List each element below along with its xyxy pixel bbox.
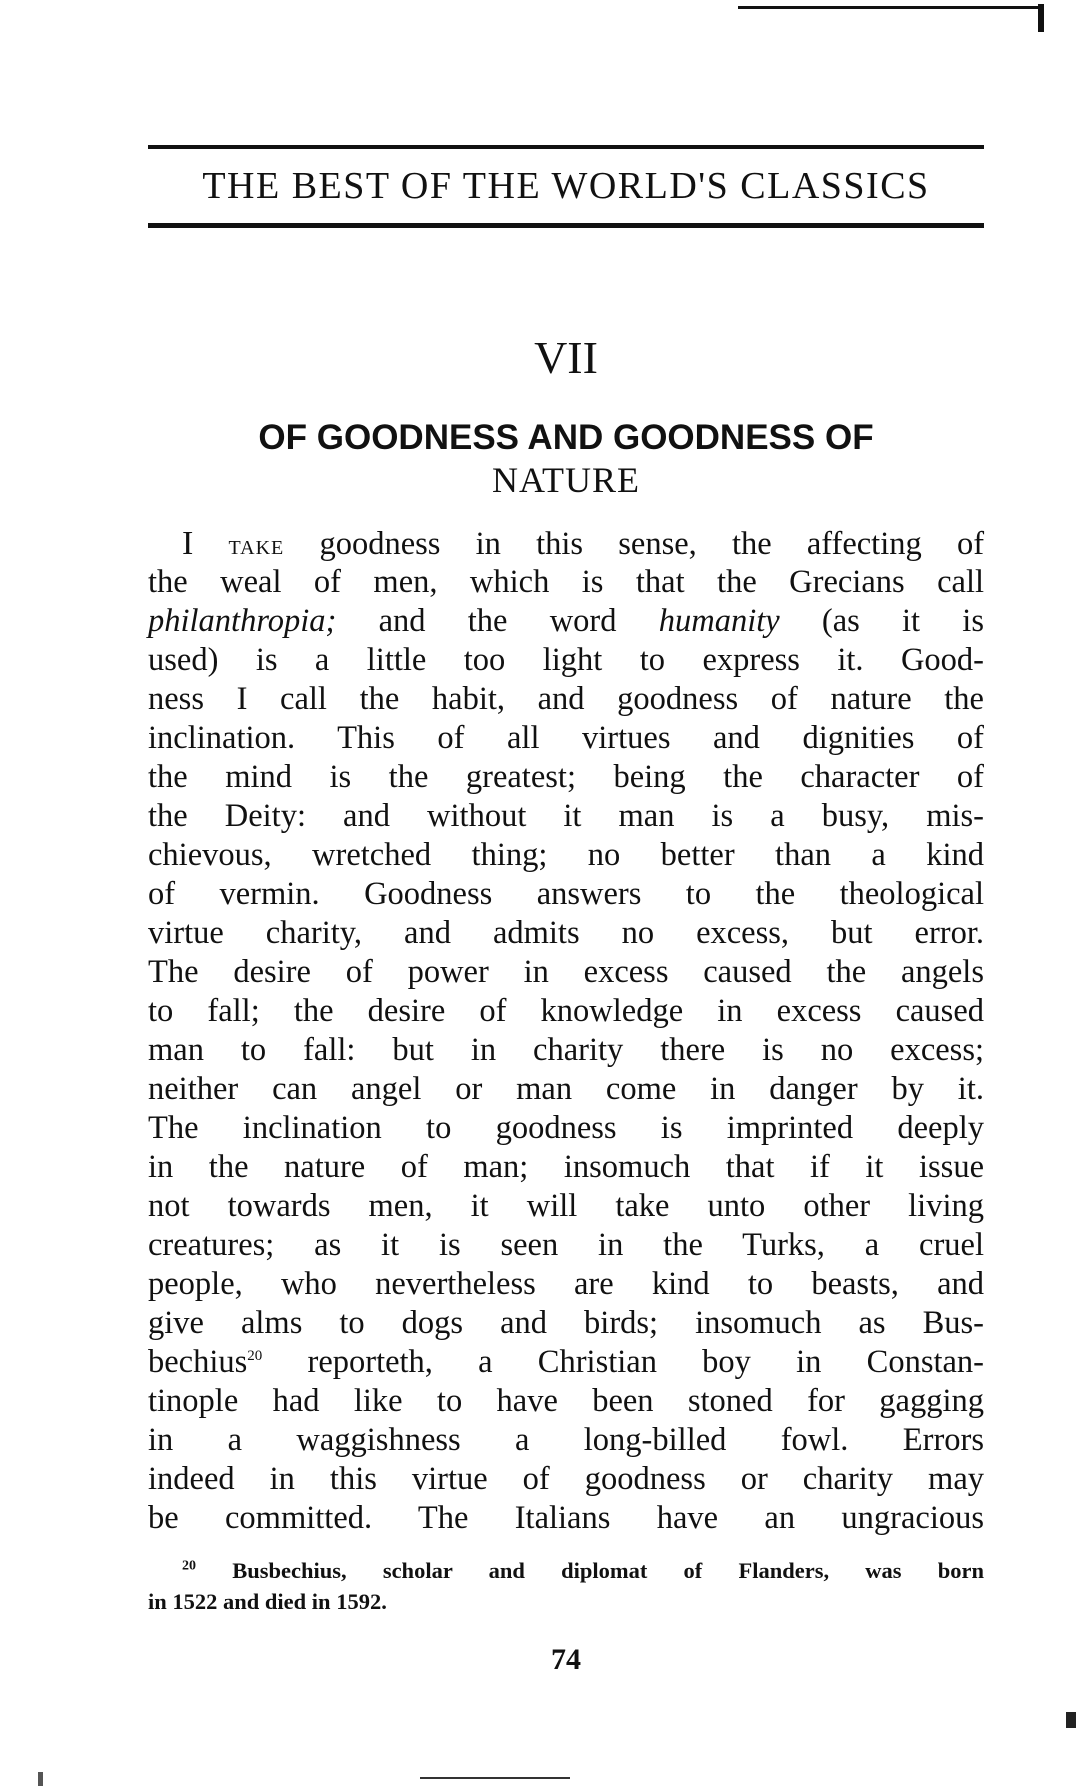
footnote-line: in 1522 and died in 1592. — [148, 1589, 387, 1614]
italic-term-philanthropia: philanthropia; — [148, 603, 337, 639]
footnote-mark: 20 — [182, 1558, 196, 1574]
text-line-content: (as it is — [779, 603, 984, 639]
edge-mark-right — [1066, 1712, 1076, 1728]
body-paragraph — [148, 524, 984, 1538]
text-line: in a waggishness a long-billed fowl. Errors — [148, 1422, 984, 1458]
chapter-title — [148, 416, 984, 502]
text-line: be committed. The Italians have an ungracious — [148, 1500, 984, 1536]
text-line: tinople had like to have been stoned for gagging — [148, 1383, 984, 1419]
text-line: give alms to dogs and birds; insomuch as Bus- — [148, 1305, 984, 1341]
text-line — [148, 524, 984, 563]
text-line: The desire of power in excess caused the angels — [148, 954, 984, 990]
text-line: people, who nevertheless are kind to beasts, and — [148, 1266, 984, 1302]
opening-word: I — [182, 525, 194, 562]
text-line: indeed in this virtue of goodness or charity may — [148, 1461, 984, 1497]
text-line: The inclination to goodness is imprinted deeply — [148, 1110, 984, 1146]
text-line: not towards men, it will take unto other living — [148, 1188, 984, 1224]
footnote — [148, 1555, 984, 1617]
text-line: the weal of men, which is that the Grecians call — [148, 564, 984, 600]
text-line: of vermin. Goodness answers to the theological — [148, 876, 984, 912]
footnote-text: Busbechius, scholar and diplomat of Flanders, was born — [232, 1558, 984, 1583]
header-rule-bottom — [148, 223, 984, 228]
corner-rule — [738, 6, 1038, 9]
text-line: the Deity: and without it man is a busy, mis- — [148, 798, 984, 834]
text-line: used) is a little too light to express it. Good- — [148, 642, 984, 678]
bottom-rule — [420, 1777, 570, 1779]
running-head: THE BEST OF THE WORLD'S CLASSICS — [202, 165, 930, 207]
text-line: to fall; the desire of knowledge in excess caused — [148, 993, 984, 1029]
text-line — [148, 602, 984, 641]
text-line: neither can angel or man come in danger by it. — [148, 1071, 984, 1107]
text-line: creatures; as it is seen in the Turks, a cruel — [148, 1227, 984, 1263]
text-line-content: goodness in this sense, the affecting of — [319, 526, 985, 562]
text-line-content: and the word — [336, 603, 659, 639]
footnote-reference[interactable]: 20 — [247, 1348, 263, 1365]
text-line: ness I call the habit, and goodness of nature the — [148, 681, 984, 717]
edge-mark-left — [38, 1772, 43, 1786]
text-line-content: bechius — [148, 1344, 248, 1380]
text-line: in the nature of man; insomuch that if it issue — [148, 1149, 984, 1185]
header-rule-top — [148, 145, 984, 149]
chapter-title-line-1: OF GOODNESS AND GOODNESS OF — [258, 418, 874, 457]
text-line: virtue charity, and admits no excess, but error. — [148, 915, 984, 951]
text-line — [148, 1343, 984, 1382]
footnote-line — [148, 1555, 984, 1586]
opening-small-caps: TAKE — [228, 537, 285, 559]
italic-term-humanity: humanity — [658, 603, 780, 639]
chapter-number: VII — [534, 332, 598, 383]
text-line: inclination. This of all virtues and dignities of — [148, 720, 984, 756]
chapter-title-line-2: NATURE — [492, 460, 640, 500]
text-line-content: reporteth, a Christian boy in Constan- — [262, 1344, 984, 1380]
text-line: the mind is the greatest; being the character of — [148, 759, 984, 795]
text-line: man to fall: but in charity there is no excess; — [148, 1032, 984, 1068]
page-number: 74 — [551, 1643, 581, 1676]
text-line: chievous, wretched thing; no better than a kind — [148, 837, 984, 873]
corner-rule-hook — [1038, 4, 1044, 32]
